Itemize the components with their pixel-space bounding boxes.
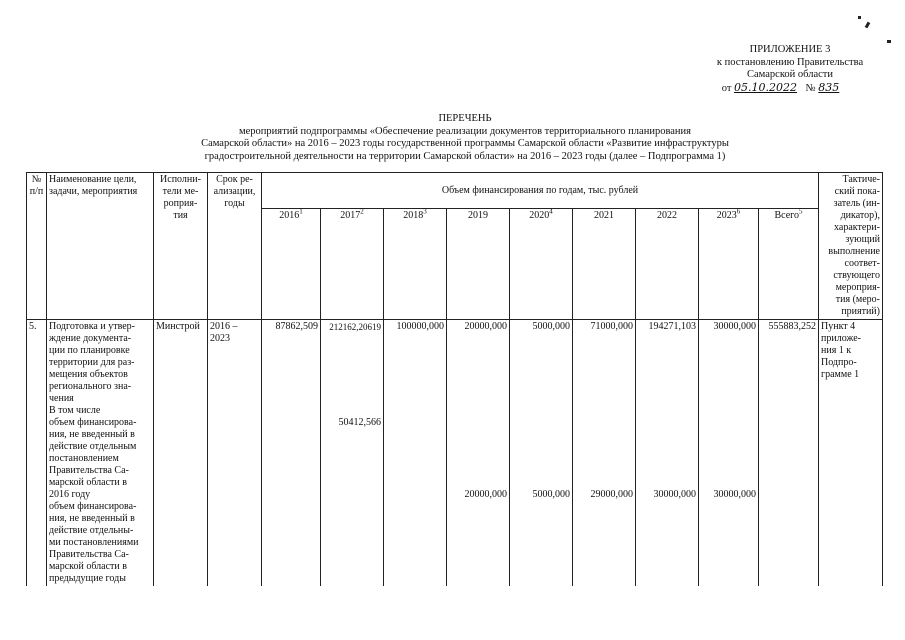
document-title <box>160 113 770 163</box>
value-cell: 194271,103 30000,000 <box>636 320 699 587</box>
appendix-title: ПРИЛОЖЕНИЕ 3 <box>749 44 831 55</box>
appendix-block <box>700 44 880 95</box>
header-num: № п/п <box>27 173 47 320</box>
date-prefix: от <box>721 82 732 94</box>
scan-mark <box>887 40 891 43</box>
scan-mark <box>858 16 861 19</box>
header-funding: Объем финансирования по годам, тыс. рублей <box>262 173 819 209</box>
value-cell: 20000,000 20000,000 <box>447 320 510 587</box>
year-header: 2019 <box>447 209 510 320</box>
row-indicator: Пункт 4 приложе- ния 1 к Подпро- грамме 1 <box>819 320 883 587</box>
title-line-3: градостроительной деятельности на территории Самарской области» на 2016 – 2023 годы (далее – Подпрограмма 1) <box>204 150 726 162</box>
year-header: 2021 <box>573 209 636 320</box>
value-cell: 5000,000 5000,000 <box>510 320 573 587</box>
title-heading: ПЕРЕЧЕНЬ <box>438 113 492 124</box>
value-cell: 212162,20619 50412,566 <box>321 320 384 587</box>
header-name: Наименование цели, задачи, мероприятия <box>47 173 154 320</box>
value-cell: 87862,509 <box>262 320 321 587</box>
value-cell: 30000,000 30000,000 <box>699 320 759 587</box>
title-line-1: мероприятий подпрограммы «Обеспечение реализации документов территориального планирования <box>238 125 691 137</box>
funding-table <box>26 172 883 586</box>
value-cell: 71000,000 29000,000 <box>573 320 636 587</box>
number-prefix: № <box>805 82 816 94</box>
number-value: 835 <box>818 80 840 94</box>
value-cell: 100000,000 <box>384 320 447 587</box>
year-header: 2023$^6$ <box>699 209 759 320</box>
year-header: Всего$^5$ <box>759 209 819 320</box>
row-term: 2016 – 2023 <box>208 320 262 587</box>
header-indicator: Тактиче- ский пока- затель (ин- дикатор), характери- зующий выполнение соответ- ствующего мероприя- тия (меро- приятий) <box>819 173 883 320</box>
date-value: 05.10.2022 <box>734 80 798 94</box>
header-term: Срок ре- ализации, годы <box>208 173 262 320</box>
year-header: 2017$^2$ <box>321 209 384 320</box>
value-cell: 555883,252 <box>759 320 819 587</box>
year-header: 2016$^1$ <box>262 209 321 320</box>
appendix-date-line <box>700 82 880 96</box>
header-executor: Исполни- тели ме- роприя- тия <box>154 173 208 320</box>
year-header: 2020$^4$ <box>510 209 573 320</box>
year-header: 2022 <box>636 209 699 320</box>
row-name: Подготовка и утвер- ждение документа- ции по планировке территории для раз- мещения объектов регионального зна- чения В том числе объем финансирова- ния, не введенный в действие отдельным постановлением Правительства Са- марской области в 2016 году объем финансирова- ния, не введенный в действие отдельны- ми постановлениями Правительства Са- марской области в предыдущие годы <box>47 320 154 587</box>
title-line-2: Самарской области» на 2016 – 2023 годы государственной программы Самарской области «Развитие инфраструктуры <box>201 138 729 149</box>
row-num: 5. <box>27 320 47 587</box>
table-row <box>27 320 883 587</box>
appendix-decree-line: к постановлению Правительства <box>716 56 864 68</box>
row-executor: Минстрой <box>154 320 208 587</box>
year-header: 2018$^3$ <box>384 209 447 320</box>
appendix-region-line: Самарской области <box>747 69 833 80</box>
scan-mark <box>865 22 871 29</box>
